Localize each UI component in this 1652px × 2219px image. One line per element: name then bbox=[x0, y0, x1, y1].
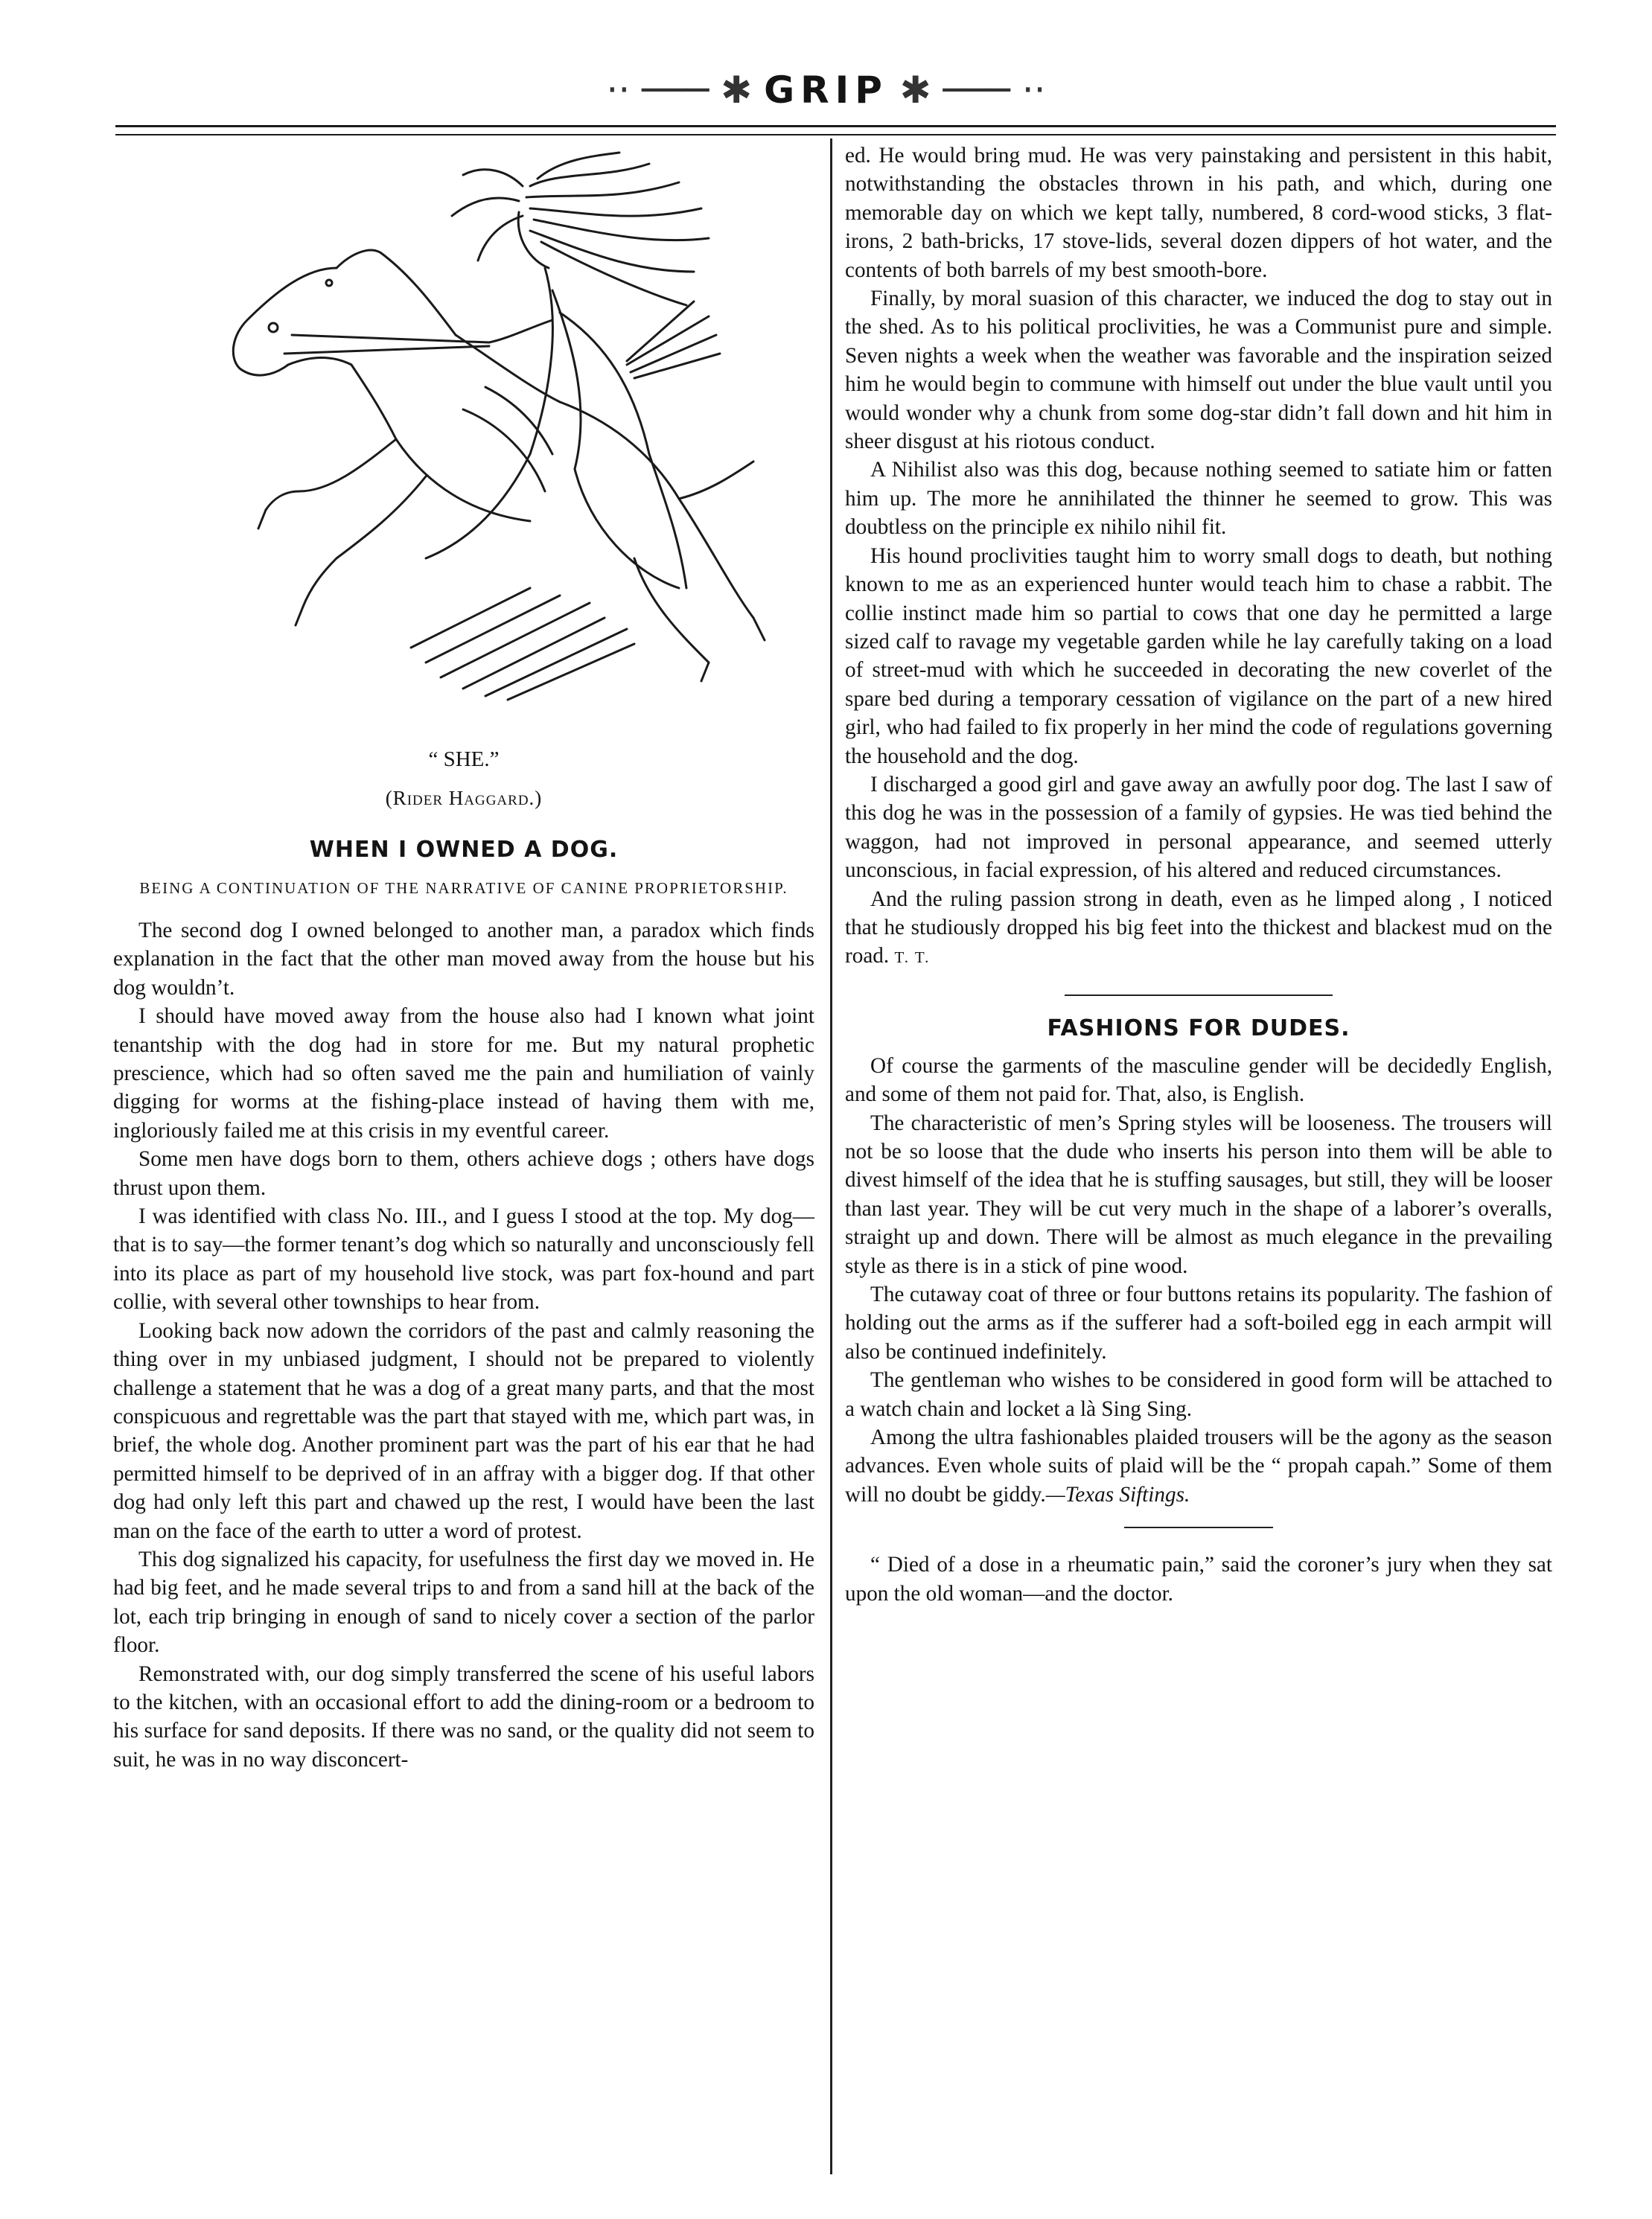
fashions-paragraph-5-text: Among the ultra fashionables plaided trousers will be the agony as the season advances. Even whole suits of plaid will be the “ propah capah.” Some of them will no doubt be giddy. bbox=[845, 1425, 1552, 1507]
masthead-ornament-left: ·· ─── ✱ bbox=[606, 68, 765, 112]
fashions-paragraph-2: The characteristic of men’s Spring styles will be looseness. The trousers will not be so loose that the dude who inserts his person into them will be able to divest himself of the idea that he is stuffing sausages, but still, they will be looser than last year. They will be cut very much in the shape of a laborer’s overalls, straight up and down. There will be almost as much elegance in the prevailing style as there is in a stick of pine wood. bbox=[845, 1111, 1552, 1278]
masthead-ornament-right: ✱ ─── ·· bbox=[887, 68, 1046, 112]
dog-paragraph-13 bbox=[845, 885, 1552, 972]
dog-paragraph-4: I was identified with class No. III., and I guess I stood at the top. My dog—that is to say—the former tenant’s dog which so naturally and unconsciously fell into its place as part of my household live stock, was part fox-hound and part collie, with several other townships to hear from. bbox=[113, 1204, 814, 1315]
dog-paragraph-10: A Nihilist also was this dog, because nothing seemed to satiate him or fatten him up. The more he annihilated the thinner he seemed to grow. This was doubtless on the principle ex nihilo nihil fit. bbox=[845, 458, 1552, 540]
dog-paragraph-5: Looking back now adown the corridors of the past and calmly reasoning the thing over in my unbiased judgment, I should not be prepared to violently challenge a statement that he was a dog of a great many parts, and that the most conspicuous and regrettable was the part that stayed with me, which part was, in brief, the whole dog. Another prominent part was the part of his ear that he had permitted himself to be deprived of in an affray with a bigger dog. If that other dog had only left this part and chawed up the rest, I would have been the last man on the face of the earth to utter a word of protest. bbox=[113, 1318, 814, 1543]
dog-paragraph-1: The second dog I owned belonged to another man, a paradox which finds explanation in the fact that the other man moved away from the house but his dog wouldn’t. bbox=[113, 919, 814, 1000]
right-column bbox=[845, 141, 1552, 1608]
fashions-paragraph-5 bbox=[845, 1423, 1552, 1509]
article-separator bbox=[1065, 994, 1333, 996]
dog-paragraph-7: Remonstrated with, our dog simply transferred the scene of his useful labors to the kitchen, with an occasional effort to add the dining-room or a bedroom to his surface for sand deposits. If there was no sand, or the quality did not seem to suit, he was in no way disconcert- bbox=[113, 1661, 814, 1772]
dog-article-signature: T. T. bbox=[894, 948, 931, 967]
dog-paragraph-11: His hound proclivities taught him to worry small dogs to death, but nothing known to me as an experienced hunter would teach him to chase a rabbit. The collie instinct made him so partial to cows that one day he permitted a large sized calf to ravage my vegetable garden while he lay carefully taking on a load of street-mud with which he succeeded in decorating the new coverlet of the spare bed during a temporary cessation of vigilance on the part of a new hired girl, who had failed to fix properly in her mind the code of regulations governing the household and the dog. bbox=[845, 543, 1552, 768]
column-divider bbox=[830, 138, 832, 2174]
masthead bbox=[0, 68, 1652, 112]
dog-paragraph-12: I discharged a good girl and gave away an awfully poor dog. The last I saw of this dog he was in the possession of a family of gypsies. He was tied behind the waggon, had not improved in personal appearance, and seemed utterly unconscious, in facial expression, of his altered and reduced circumstances. bbox=[845, 772, 1552, 883]
coroner-paragraph: “ Died of a dose in a rheumatic pain,” said the coroner’s jury when they sat upon the old woman—and the doctor. bbox=[845, 1553, 1552, 1606]
dog-paragraph-3: Some men have dogs born to them, others achieve dogs ; others have dogs thrust upon them. bbox=[113, 1147, 814, 1200]
left-column bbox=[113, 141, 814, 1774]
article-title-fashions: FASHIONS FOR DUDES. bbox=[1047, 1015, 1350, 1041]
dog-paragraph-8: ed. He would bring mud. He was very painstaking and persistent in this habit, notwithstanding the obstacles thrown in his path, and which, during one memorable day on which we kept tally, numbered, 8 cord-wood sticks, 3 flat-irons, 2 bath-bricks, 17 stove-lids, several dozen dippers of hot water, and the contents of both barrels of my best smooth-bore. bbox=[845, 144, 1552, 282]
header-rule-secondary bbox=[115, 134, 1556, 135]
header-rule bbox=[115, 125, 1556, 127]
illustration-attribution: (Rider Haggard.) bbox=[385, 787, 543, 809]
dog-paragraph-9: Finally, by moral suasion of this character, we induced the dog to stay out in the shed. As to his political proclivities, he was a Communist pure and simple. Seven nights a week when the weather was favorable and the inspiration seized him he would begin to commune with himself out under the blue vault until you would wonder why a chunk from some dog-star didn’t fall down and hit him in sheer disgust at his riotous conduct. bbox=[845, 287, 1552, 454]
fashions-paragraph-1: Of course the garments of the masculine gender will be decidedly English, and some of them not paid for. That, also, is English. bbox=[845, 1053, 1552, 1107]
illustration-she bbox=[113, 141, 814, 744]
dog-paragraph-2: I should have moved away from the house also had I known what joint tenantship with the dog had in store for me. But my natural prophetic prescience, which had so often saved me the pain and humiliation of vainly digging for worms at the fishing-place instead of having them with me, ingloriously failed me at this crisis in my eventful career. bbox=[113, 1004, 814, 1143]
horse-rider-engraving bbox=[113, 141, 814, 744]
article-subtitle-dog: BEING A CONTINUATION OF THE NARRATIVE OF CANINE PROPRIETORSHIP. bbox=[139, 879, 788, 897]
fashions-paragraph-3: The cutaway coat of three or four buttons retains its popularity. The fashion of holding out the arms as if the sufferer had a soft-boiled egg in each armpit will also be continued indefinitely. bbox=[845, 1283, 1552, 1364]
fashions-source: —Texas Siftings. bbox=[1045, 1482, 1190, 1507]
article-title-dog: WHEN I OWNED A DOG. bbox=[309, 837, 619, 863]
article-separator-short bbox=[1124, 1527, 1273, 1528]
masthead-title: GRIP bbox=[764, 68, 888, 112]
dog-paragraph-13-text: And the ruling passion strong in death, even as he limped along , I noticed that he studiously dropped his big feet into the thickest and blackest mud on the road. bbox=[845, 887, 1552, 968]
fashions-paragraph-4: The gentleman who wishes to be considered in good form will be attached to a watch chain and locket a là Sing Sing. bbox=[845, 1368, 1552, 1421]
illustration-caption: “ SHE.” bbox=[428, 747, 500, 771]
dog-paragraph-6: This dog signalized his capacity, for usefulness the first day we moved in. He had big feet, and he made several trips to and from a sand hill at the back of the lot, each trip bringing in enough of sand to nicely cover a section of the parlor floor. bbox=[113, 1547, 814, 1658]
